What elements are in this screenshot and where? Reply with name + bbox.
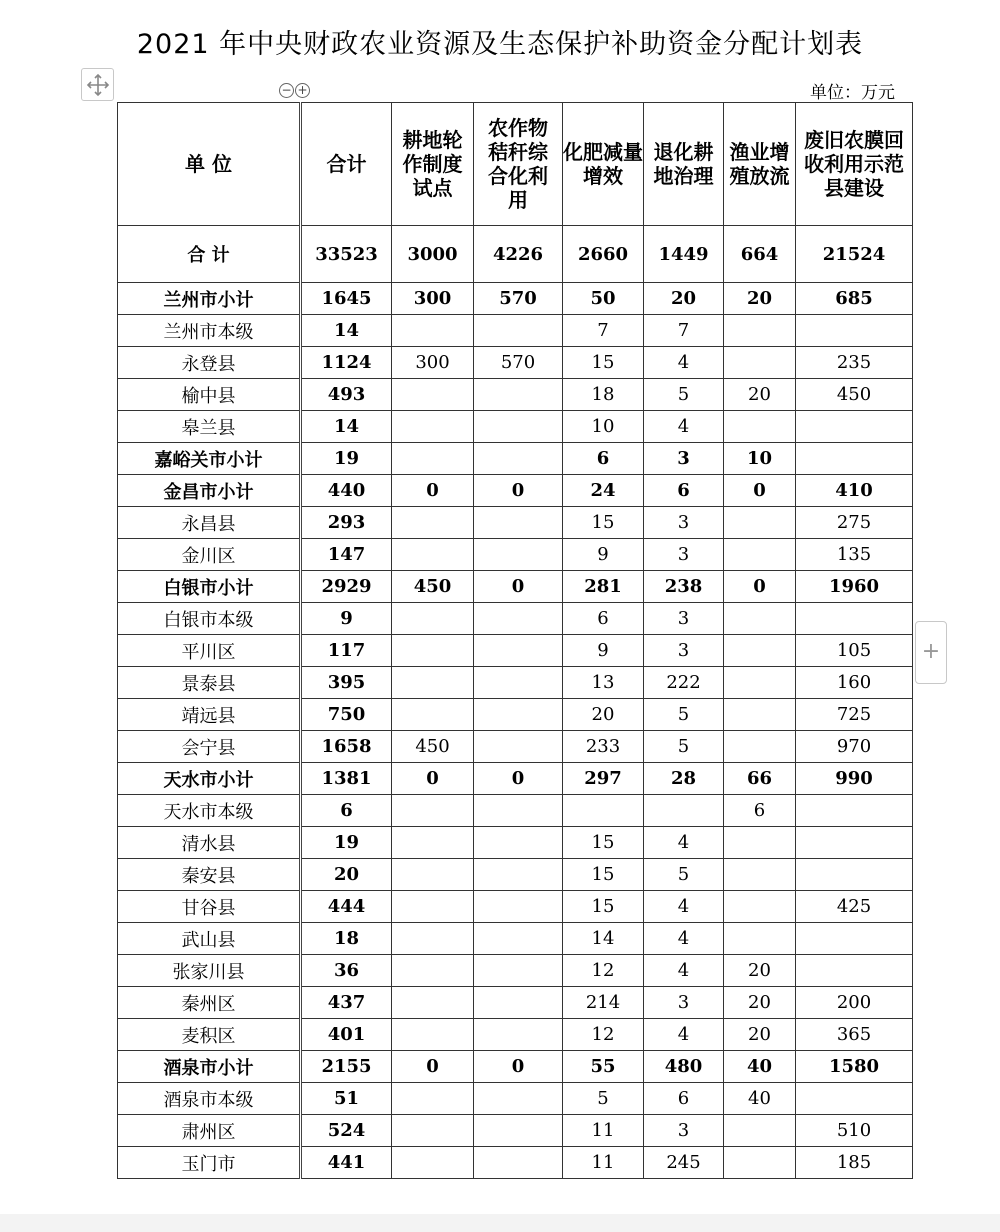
value-cell: 5 — [644, 699, 724, 731]
value-cell — [724, 603, 796, 635]
value-cell: 3 — [644, 507, 724, 539]
value-cell: 300 — [392, 347, 474, 379]
value-cell — [474, 699, 563, 731]
value-cell — [392, 699, 474, 731]
value-cell: 4 — [644, 347, 724, 379]
unit-name-cell: 张家川县 — [118, 955, 301, 987]
value-cell: 36 — [301, 955, 392, 987]
value-cell: 4 — [644, 955, 724, 987]
value-cell: 6 — [563, 603, 644, 635]
table-row — [118, 1147, 913, 1179]
value-cell: 14 — [301, 315, 392, 347]
unit-name-cell: 榆中县 — [118, 379, 301, 411]
header-row — [118, 103, 913, 226]
value-cell: 40 — [724, 1051, 796, 1083]
table-row — [118, 1083, 913, 1115]
column-header: 单 位 — [118, 103, 301, 226]
value-cell — [392, 507, 474, 539]
unit-name-cell: 皋兰县 — [118, 411, 301, 443]
value-cell — [796, 827, 913, 859]
value-cell: 14 — [301, 411, 392, 443]
value-cell: 0 — [392, 475, 474, 507]
unit-name-cell: 武山县 — [118, 923, 301, 955]
value-cell: 7 — [563, 315, 644, 347]
unit-name-cell: 金川区 — [118, 539, 301, 571]
value-cell: 11 — [563, 1115, 644, 1147]
unit-name-cell: 金昌市小计 — [118, 475, 301, 507]
value-cell: 3 — [644, 603, 724, 635]
value-cell: 437 — [301, 987, 392, 1019]
move-icon — [86, 73, 110, 97]
unit-name-cell: 肃州区 — [118, 1115, 301, 1147]
value-cell: 570 — [474, 347, 563, 379]
value-cell: 1449 — [644, 226, 724, 283]
value-cell: 28 — [644, 763, 724, 795]
value-cell: 6 — [563, 443, 644, 475]
unit-name-cell: 甘谷县 — [118, 891, 301, 923]
unit-name-cell: 麦积区 — [118, 1019, 301, 1051]
value-cell — [392, 987, 474, 1019]
value-cell — [796, 315, 913, 347]
value-cell: 9 — [563, 539, 644, 571]
table-row — [118, 315, 913, 347]
bottom-scroll-area — [0, 1214, 1000, 1232]
value-cell — [474, 1115, 563, 1147]
value-cell: 0 — [474, 571, 563, 603]
value-cell — [724, 731, 796, 763]
unit-name-cell: 清水县 — [118, 827, 301, 859]
value-cell: 1124 — [301, 347, 392, 379]
value-cell: 13 — [563, 667, 644, 699]
value-cell: 510 — [796, 1115, 913, 1147]
unit-name-cell: 天水市小计 — [118, 763, 301, 795]
value-cell: 2929 — [301, 571, 392, 603]
unit-name-cell: 秦州区 — [118, 987, 301, 1019]
value-cell: 0 — [474, 1051, 563, 1083]
column-header: 化肥减量增效 — [563, 103, 644, 226]
value-cell: 1580 — [796, 1051, 913, 1083]
value-cell — [724, 315, 796, 347]
value-cell — [796, 603, 913, 635]
add-column-button[interactable]: + — [915, 621, 947, 684]
value-cell — [474, 635, 563, 667]
value-cell: 55 — [563, 1051, 644, 1083]
value-cell — [563, 795, 644, 827]
value-cell: 0 — [474, 763, 563, 795]
table-row — [118, 731, 913, 763]
unit-name-cell: 景泰县 — [118, 667, 301, 699]
value-cell: 410 — [796, 475, 913, 507]
value-cell: 5 — [563, 1083, 644, 1115]
value-cell: 444 — [301, 891, 392, 923]
unit-name-cell: 合 计 — [118, 226, 301, 283]
value-cell: 147 — [301, 539, 392, 571]
value-cell — [796, 443, 913, 475]
table-row — [118, 379, 913, 411]
table-row — [118, 635, 913, 667]
value-cell: 1960 — [796, 571, 913, 603]
column-header: 农作物秸秆综合化利用 — [474, 103, 563, 226]
value-cell: 440 — [301, 475, 392, 507]
value-cell: 20 — [724, 379, 796, 411]
value-cell — [474, 507, 563, 539]
value-cell: 20 — [724, 955, 796, 987]
value-cell: 4 — [644, 891, 724, 923]
value-cell — [474, 1083, 563, 1115]
value-cell: 15 — [563, 827, 644, 859]
value-cell: 15 — [563, 891, 644, 923]
value-cell: 6 — [644, 1083, 724, 1115]
value-cell: 4 — [644, 1019, 724, 1051]
value-cell — [392, 315, 474, 347]
value-cell: 3 — [644, 987, 724, 1019]
value-cell: 245 — [644, 1147, 724, 1179]
unit-label: 单位：万元 — [810, 83, 895, 103]
value-cell — [474, 859, 563, 891]
value-cell: 365 — [796, 1019, 913, 1051]
value-cell: 185 — [796, 1147, 913, 1179]
table-zoom-controls — [279, 83, 310, 98]
value-cell: 300 — [392, 283, 474, 315]
value-cell — [392, 443, 474, 475]
value-cell: 281 — [563, 571, 644, 603]
table-row — [118, 859, 913, 891]
value-cell — [474, 955, 563, 987]
value-cell — [392, 955, 474, 987]
unit-name-cell: 会宁县 — [118, 731, 301, 763]
value-cell — [796, 795, 913, 827]
value-cell — [474, 667, 563, 699]
value-cell: 222 — [644, 667, 724, 699]
value-cell — [474, 411, 563, 443]
value-cell: 12 — [563, 955, 644, 987]
table-row — [118, 347, 913, 379]
value-cell — [392, 891, 474, 923]
value-cell: 18 — [563, 379, 644, 411]
value-cell: 105 — [796, 635, 913, 667]
value-cell: 0 — [724, 475, 796, 507]
value-cell: 293 — [301, 507, 392, 539]
value-cell — [724, 699, 796, 731]
value-cell: 14 — [563, 923, 644, 955]
value-cell: 135 — [796, 539, 913, 571]
value-cell — [724, 411, 796, 443]
value-cell: 33523 — [301, 226, 392, 283]
value-cell: 5 — [644, 859, 724, 891]
value-cell: 524 — [301, 1115, 392, 1147]
subtotal-row — [118, 475, 913, 507]
value-cell: 0 — [724, 571, 796, 603]
value-cell — [392, 1147, 474, 1179]
value-cell: 750 — [301, 699, 392, 731]
unit-name-cell: 兰州市小计 — [118, 283, 301, 315]
value-cell: 21524 — [796, 226, 913, 283]
value-cell: 19 — [301, 443, 392, 475]
value-cell: 66 — [724, 763, 796, 795]
value-cell — [474, 731, 563, 763]
value-cell — [392, 1115, 474, 1147]
value-cell — [724, 667, 796, 699]
value-cell: 990 — [796, 763, 913, 795]
unit-name-cell: 靖远县 — [118, 699, 301, 731]
value-cell — [392, 379, 474, 411]
unit-name-cell: 天水市本级 — [118, 795, 301, 827]
table-row — [118, 795, 913, 827]
value-cell — [796, 955, 913, 987]
value-cell — [392, 635, 474, 667]
value-cell: 7 — [644, 315, 724, 347]
value-cell: 1658 — [301, 731, 392, 763]
table-row — [118, 603, 913, 635]
value-cell — [474, 795, 563, 827]
value-cell — [392, 667, 474, 699]
value-cell: 10 — [724, 443, 796, 475]
value-cell — [724, 859, 796, 891]
value-cell: 401 — [301, 1019, 392, 1051]
value-cell: 117 — [301, 635, 392, 667]
value-cell: 570 — [474, 283, 563, 315]
value-cell: 3 — [644, 539, 724, 571]
unit-name-cell: 平川区 — [118, 635, 301, 667]
value-cell: 11 — [563, 1147, 644, 1179]
value-cell: 20 — [563, 699, 644, 731]
value-cell — [474, 603, 563, 635]
value-cell: 20 — [644, 283, 724, 315]
zoom-out-button[interactable]: − — [279, 83, 294, 98]
table-row — [118, 411, 913, 443]
table-row — [118, 507, 913, 539]
value-cell: 725 — [796, 699, 913, 731]
value-cell: 2155 — [301, 1051, 392, 1083]
unit-name-cell: 永昌县 — [118, 507, 301, 539]
value-cell — [392, 1019, 474, 1051]
value-cell — [796, 923, 913, 955]
value-cell: 493 — [301, 379, 392, 411]
value-cell: 0 — [392, 763, 474, 795]
value-cell — [392, 827, 474, 859]
table-row — [118, 827, 913, 859]
table-row — [118, 987, 913, 1019]
value-cell: 0 — [474, 475, 563, 507]
subtotal-row — [118, 763, 913, 795]
table-move-handle[interactable] — [81, 68, 114, 101]
value-cell — [724, 891, 796, 923]
value-cell — [724, 635, 796, 667]
value-cell — [796, 411, 913, 443]
value-cell — [474, 891, 563, 923]
allocation-table — [117, 102, 913, 1179]
value-cell: 160 — [796, 667, 913, 699]
unit-name-cell: 酒泉市小计 — [118, 1051, 301, 1083]
value-cell — [796, 859, 913, 891]
subtotal-row — [118, 283, 913, 315]
value-cell: 664 — [724, 226, 796, 283]
value-cell: 214 — [563, 987, 644, 1019]
column-header: 退化耕地治理 — [644, 103, 724, 226]
value-cell: 480 — [644, 1051, 724, 1083]
value-cell: 9 — [563, 635, 644, 667]
value-cell: 20 — [301, 859, 392, 891]
value-cell: 4 — [644, 923, 724, 955]
value-cell — [392, 603, 474, 635]
column-header: 合计 — [301, 103, 392, 226]
value-cell: 9 — [301, 603, 392, 635]
value-cell: 24 — [563, 475, 644, 507]
value-cell: 3 — [644, 1115, 724, 1147]
value-cell: 40 — [724, 1083, 796, 1115]
value-cell: 297 — [563, 763, 644, 795]
value-cell: 3 — [644, 443, 724, 475]
value-cell: 6 — [644, 475, 724, 507]
value-cell: 235 — [796, 347, 913, 379]
value-cell: 1381 — [301, 763, 392, 795]
value-cell: 0 — [392, 1051, 474, 1083]
value-cell: 6 — [301, 795, 392, 827]
value-cell — [474, 443, 563, 475]
value-cell: 12 — [563, 1019, 644, 1051]
value-cell: 15 — [563, 859, 644, 891]
unit-name-cell: 兰州市本级 — [118, 315, 301, 347]
value-cell: 5 — [644, 379, 724, 411]
value-cell: 441 — [301, 1147, 392, 1179]
value-cell — [474, 1147, 563, 1179]
value-cell — [474, 1019, 563, 1051]
subtotal-row — [118, 1051, 913, 1083]
subtotal-row — [118, 443, 913, 475]
value-cell: 4226 — [474, 226, 563, 283]
column-header: 废旧农膜回收利用示范县建设 — [796, 103, 913, 226]
table-row — [118, 667, 913, 699]
table-row — [118, 955, 913, 987]
value-cell: 10 — [563, 411, 644, 443]
value-cell: 20 — [724, 1019, 796, 1051]
value-cell — [724, 1147, 796, 1179]
document-title: 2021 年中央财政农业资源及生态保护补助资金分配计划表 — [136, 29, 864, 60]
value-cell: 450 — [392, 731, 474, 763]
value-cell: 425 — [796, 891, 913, 923]
value-cell — [724, 507, 796, 539]
table-row — [118, 923, 913, 955]
table-row — [118, 699, 913, 731]
value-cell — [724, 827, 796, 859]
value-cell — [724, 923, 796, 955]
value-cell: 15 — [563, 507, 644, 539]
value-cell — [474, 923, 563, 955]
value-cell: 51 — [301, 1083, 392, 1115]
value-cell: 970 — [796, 731, 913, 763]
value-cell — [474, 827, 563, 859]
zoom-in-button[interactable]: + — [295, 83, 310, 98]
table-row — [118, 1115, 913, 1147]
value-cell — [392, 859, 474, 891]
unit-name-cell: 白银市本级 — [118, 603, 301, 635]
value-cell — [392, 539, 474, 571]
value-cell: 3000 — [392, 226, 474, 283]
subtotal-row — [118, 571, 913, 603]
value-cell — [474, 987, 563, 1019]
value-cell: 50 — [563, 283, 644, 315]
value-cell — [724, 347, 796, 379]
unit-name-cell: 嘉峪关市小计 — [118, 443, 301, 475]
value-cell: 450 — [392, 571, 474, 603]
value-cell: 238 — [644, 571, 724, 603]
value-cell — [724, 1115, 796, 1147]
column-header: 渔业增殖放流 — [724, 103, 796, 226]
value-cell: 3 — [644, 635, 724, 667]
value-cell — [474, 315, 563, 347]
value-cell: 450 — [796, 379, 913, 411]
value-cell: 20 — [724, 283, 796, 315]
unit-name-cell: 酒泉市本级 — [118, 1083, 301, 1115]
table-row — [118, 539, 913, 571]
value-cell — [724, 539, 796, 571]
unit-name-cell: 秦安县 — [118, 859, 301, 891]
value-cell — [392, 411, 474, 443]
unit-name-cell: 白银市小计 — [118, 571, 301, 603]
column-header: 耕地轮作制度试点 — [392, 103, 474, 226]
value-cell: 275 — [796, 507, 913, 539]
value-cell: 4 — [644, 411, 724, 443]
value-cell: 200 — [796, 987, 913, 1019]
value-cell: 15 — [563, 347, 644, 379]
value-cell — [796, 1083, 913, 1115]
value-cell — [392, 923, 474, 955]
value-cell — [392, 795, 474, 827]
value-cell: 18 — [301, 923, 392, 955]
total-row — [118, 226, 913, 283]
value-cell: 2660 — [563, 226, 644, 283]
value-cell: 6 — [724, 795, 796, 827]
value-cell — [644, 795, 724, 827]
value-cell: 233 — [563, 731, 644, 763]
value-cell — [474, 539, 563, 571]
value-cell: 19 — [301, 827, 392, 859]
value-cell: 395 — [301, 667, 392, 699]
value-cell: 5 — [644, 731, 724, 763]
value-cell: 1645 — [301, 283, 392, 315]
value-cell: 685 — [796, 283, 913, 315]
table-row — [118, 891, 913, 923]
value-cell: 20 — [724, 987, 796, 1019]
value-cell: 4 — [644, 827, 724, 859]
value-cell — [392, 1083, 474, 1115]
value-cell — [474, 379, 563, 411]
unit-name-cell: 玉门市 — [118, 1147, 301, 1179]
unit-name-cell: 永登县 — [118, 347, 301, 379]
table-row — [118, 1019, 913, 1051]
